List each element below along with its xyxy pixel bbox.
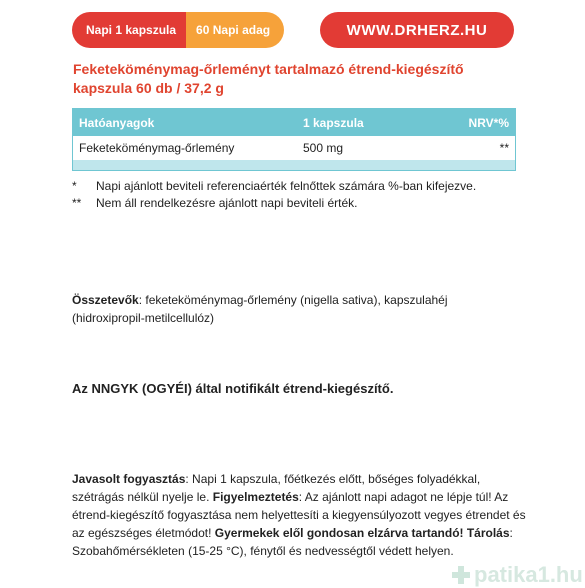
footnote-mark: ** bbox=[72, 196, 82, 210]
servings-badge: 60 Napi adag bbox=[186, 12, 284, 48]
title-line-1: Feketeköménymag-őrleményt tartalmazó étrend-kiegészítő bbox=[73, 61, 464, 77]
warning-label: Figyelmeztetés bbox=[212, 490, 299, 504]
title-line-2: kapszula 60 db / 37,2 g bbox=[73, 80, 224, 96]
product-title bbox=[73, 60, 533, 98]
storage-label: Gyermekek elől gondosan elzárva tartandó! Tárolás bbox=[214, 526, 510, 540]
notification-statement: Az NNGYK (OGYÉI) által notifikált étrend-kiegészítő. bbox=[72, 381, 394, 396]
table-footer-band bbox=[73, 160, 515, 170]
table-row bbox=[73, 136, 515, 160]
usage-label: Javasolt fogyasztás bbox=[72, 472, 186, 486]
nutrition-table bbox=[72, 108, 516, 171]
ingredients-label: Összetevők bbox=[72, 293, 139, 307]
header-per-capsule: 1 kapszula bbox=[303, 115, 364, 130]
table-header bbox=[73, 109, 515, 136]
ingredients-paragraph bbox=[72, 291, 522, 327]
footnote-text: Napi ajánlott beviteli referenciaérték felnőttek számára %-ban kifejezve. bbox=[96, 179, 477, 193]
footnote-mark: * bbox=[72, 179, 77, 193]
footnote bbox=[72, 178, 476, 195]
footnote bbox=[72, 195, 476, 212]
ingredient-name: Feketeköménymag-őrlemény bbox=[79, 141, 235, 155]
usage-paragraph bbox=[72, 470, 527, 560]
storage-text: : Szobahőmérsékleten (15-25 °C), fénytől és nedvességtől védett helyen. bbox=[72, 526, 513, 558]
website-badge: WWW.DRHERZ.HU bbox=[320, 12, 514, 48]
watermark-text: patika1.hu bbox=[474, 562, 583, 587]
ingredient-nrv: ** bbox=[499, 141, 509, 155]
header-active-ingredients: Hatóanyagok bbox=[79, 115, 155, 130]
header-badges bbox=[72, 12, 284, 48]
footnote-text: Nem áll rendelkezésre ajánlott napi beviteli érték. bbox=[96, 196, 358, 210]
ingredient-amount: 500 mg bbox=[303, 141, 344, 155]
warning-text: : Az ajánlott napi adagot ne lépje túl! Az étrend-kiegészítő fogyasztása nem helyettesíti a kiegyensúlyozott vegyes étrendet és az egészséges életmódot! bbox=[72, 490, 526, 540]
ingredients-text: : feketeköménymag-őrlemény (nigella sativa), kapszulahéj (hidroxipropil-metilcellulóz) bbox=[72, 293, 448, 325]
footnotes bbox=[72, 178, 476, 212]
watermark bbox=[452, 562, 583, 588]
pharmacy-cross-icon bbox=[452, 566, 470, 584]
daily-dose-badge: Napi 1 kapszula bbox=[72, 12, 186, 48]
usage-text: : Napi 1 kapszula, főétkezés előtt, bőséges folyadékkal, szétrágás nélkül nyelje le. bbox=[72, 472, 481, 504]
header-nrv: NRV*% bbox=[468, 115, 509, 130]
